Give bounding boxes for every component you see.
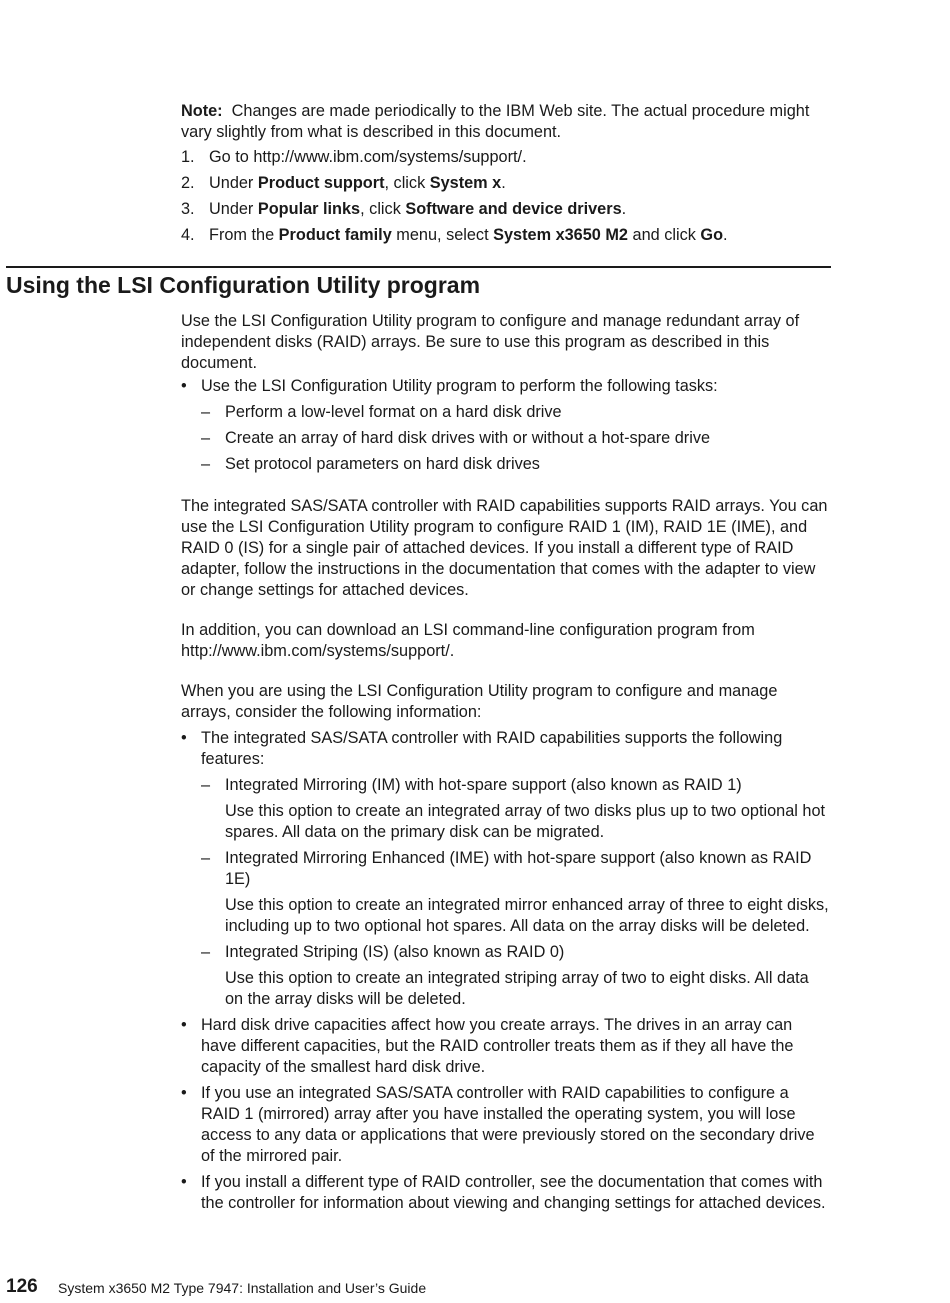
step-number: 3. — [181, 200, 195, 218]
considerations-list — [181, 728, 831, 1219]
task-item — [201, 428, 831, 449]
section-divider — [6, 266, 831, 268]
step-text: Under — [209, 174, 258, 192]
step-text: menu, select — [391, 226, 494, 244]
task-text: Set protocol parameters on hard disk drives — [225, 455, 540, 473]
step-text: and click — [628, 226, 701, 244]
dash-marker: – — [201, 943, 211, 961]
step-item — [181, 225, 831, 251]
list-item — [181, 1172, 831, 1214]
page-number: 126 — [6, 1276, 38, 1297]
tasks-list — [181, 376, 831, 480]
features-lead: The integrated SAS/SATA controller with RAID capabilities supports the following features: — [201, 729, 783, 768]
step-item — [181, 147, 831, 173]
list-item — [181, 376, 831, 475]
step-number: 2. — [181, 174, 195, 192]
dash-marker: – — [201, 849, 211, 867]
download-paragraph: In addition, you can download an LSI command-line configuration program from http://www.ibm.com/systems/support/. — [181, 621, 755, 660]
bullet-marker: • — [181, 1084, 187, 1102]
note-text: Changes are made periodically to the IBM Web site. The actual procedure might vary slightly from what is described in this document. — [181, 102, 810, 141]
step-emphasis: System x — [429, 174, 502, 192]
step-emphasis: Product family — [278, 226, 392, 244]
note-block — [181, 101, 831, 143]
section-heading: Using the LSI Configuration Utility program — [6, 272, 481, 298]
step-item — [181, 173, 831, 199]
step-emphasis: Popular links — [257, 200, 361, 218]
step-text: Under — [209, 200, 258, 218]
step-text: From the — [209, 226, 279, 244]
task-item — [201, 402, 831, 423]
bullet-text: If you install a different type of RAID controller, see the documentation that comes with the controller for information about viewing and changing settings for attached devices. — [201, 1173, 826, 1212]
step-text: , click — [360, 200, 406, 218]
procedure-steps — [181, 147, 831, 251]
bullet-text: If you use an integrated SAS/SATA controller with RAID capabilities to configure a RAID 1 (mirrored) array after you have installed the operating system, you will lose access to any data or applications that were previously stored on the secondary drive of the mirrored pair. — [201, 1084, 815, 1165]
task-item — [201, 454, 831, 475]
considerations-paragraph: When you are using the LSI Configuration Utility program to configure and manage arrays, consider the following information: — [181, 682, 778, 721]
dash-marker: – — [201, 776, 211, 794]
feature-item — [201, 848, 831, 937]
dash-marker: – — [201, 403, 211, 421]
feature-description: Use this option to create an integrated striping array of two to eight disks. All data on the array disks will be deleted. — [225, 969, 809, 1008]
bullet-marker: • — [181, 1173, 187, 1191]
step-number: 1. — [181, 148, 195, 166]
step-text: , click — [384, 174, 430, 192]
feature-item — [201, 775, 831, 843]
bullet-text: Hard disk drive capacities affect how you create arrays. The drives in an array can have different capacities, but the RAID controller treats them as if they all have the capacity of the smallest hard disk drive. — [201, 1016, 794, 1076]
step-emphasis: Software and device drivers — [405, 200, 622, 218]
controller-paragraph: The integrated SAS/SATA controller with RAID capabilities supports RAID arrays. You can use the LSI Configuration Utility program to configure RAID 1 (IM), RAID 1E (IME), and RAID 0 (IS) for a single pair of attached devices. If you install a different type of RAID adapter, follow the instructions in the documentation that comes with the adapter to view or change settings for attached devices. — [181, 497, 828, 599]
bullet-marker: • — [181, 729, 187, 747]
intro-paragraph: Use the LSI Configuration Utility program to configure and manage redundant array of independent disks (RAID) arrays. Be sure to use this program as described in this document. — [181, 312, 800, 372]
list-item — [181, 1083, 831, 1167]
dash-marker: – — [201, 429, 211, 447]
step-item — [181, 199, 831, 225]
list-item — [181, 1015, 831, 1078]
step-emphasis: Go — [700, 226, 724, 244]
feature-description: Use this option to create an integrated array of two disks plus up to two optional hot spares. All data on the primary disk can be migrated. — [225, 802, 826, 841]
footer-title: System x3650 M2 Type 7947: Installation and User’s Guide — [58, 1280, 427, 1296]
feature-title: Integrated Striping (IS) (also known as RAID 0) — [225, 943, 565, 961]
step-number: 4. — [181, 226, 195, 244]
page-footer — [6, 1275, 427, 1299]
feature-item — [201, 942, 831, 1010]
feature-title: Integrated Mirroring Enhanced (IME) with hot-spare support (also known as RAID 1E) — [225, 849, 812, 888]
step-emphasis: Product support — [257, 174, 385, 192]
task-text: Perform a low-level format on a hard disk drive — [225, 403, 562, 421]
bullet-marker: • — [181, 377, 187, 395]
step-text: . — [501, 174, 506, 192]
feature-description: Use this option to create an integrated mirror enhanced array of three to eight disks, including up to two optional hot spares. All data on the array disks will be deleted. — [225, 896, 829, 935]
step-emphasis: System x3650 M2 — [493, 226, 628, 244]
step-text: . — [723, 226, 728, 244]
dash-marker: – — [201, 455, 211, 473]
bullet-marker: • — [181, 1016, 187, 1034]
feature-title: Integrated Mirroring (IM) with hot-spare support (also known as RAID 1) — [225, 776, 742, 794]
list-item — [181, 728, 831, 1010]
task-text: Create an array of hard disk drives with or without a hot-spare drive — [225, 429, 711, 447]
note-label: Note: — [181, 102, 223, 120]
step-text: . — [621, 200, 627, 218]
step-text: Go to http://www.ibm.com/systems/support/. — [209, 148, 527, 166]
tasks-lead: Use the LSI Configuration Utility program to perform the following tasks: — [201, 377, 718, 395]
